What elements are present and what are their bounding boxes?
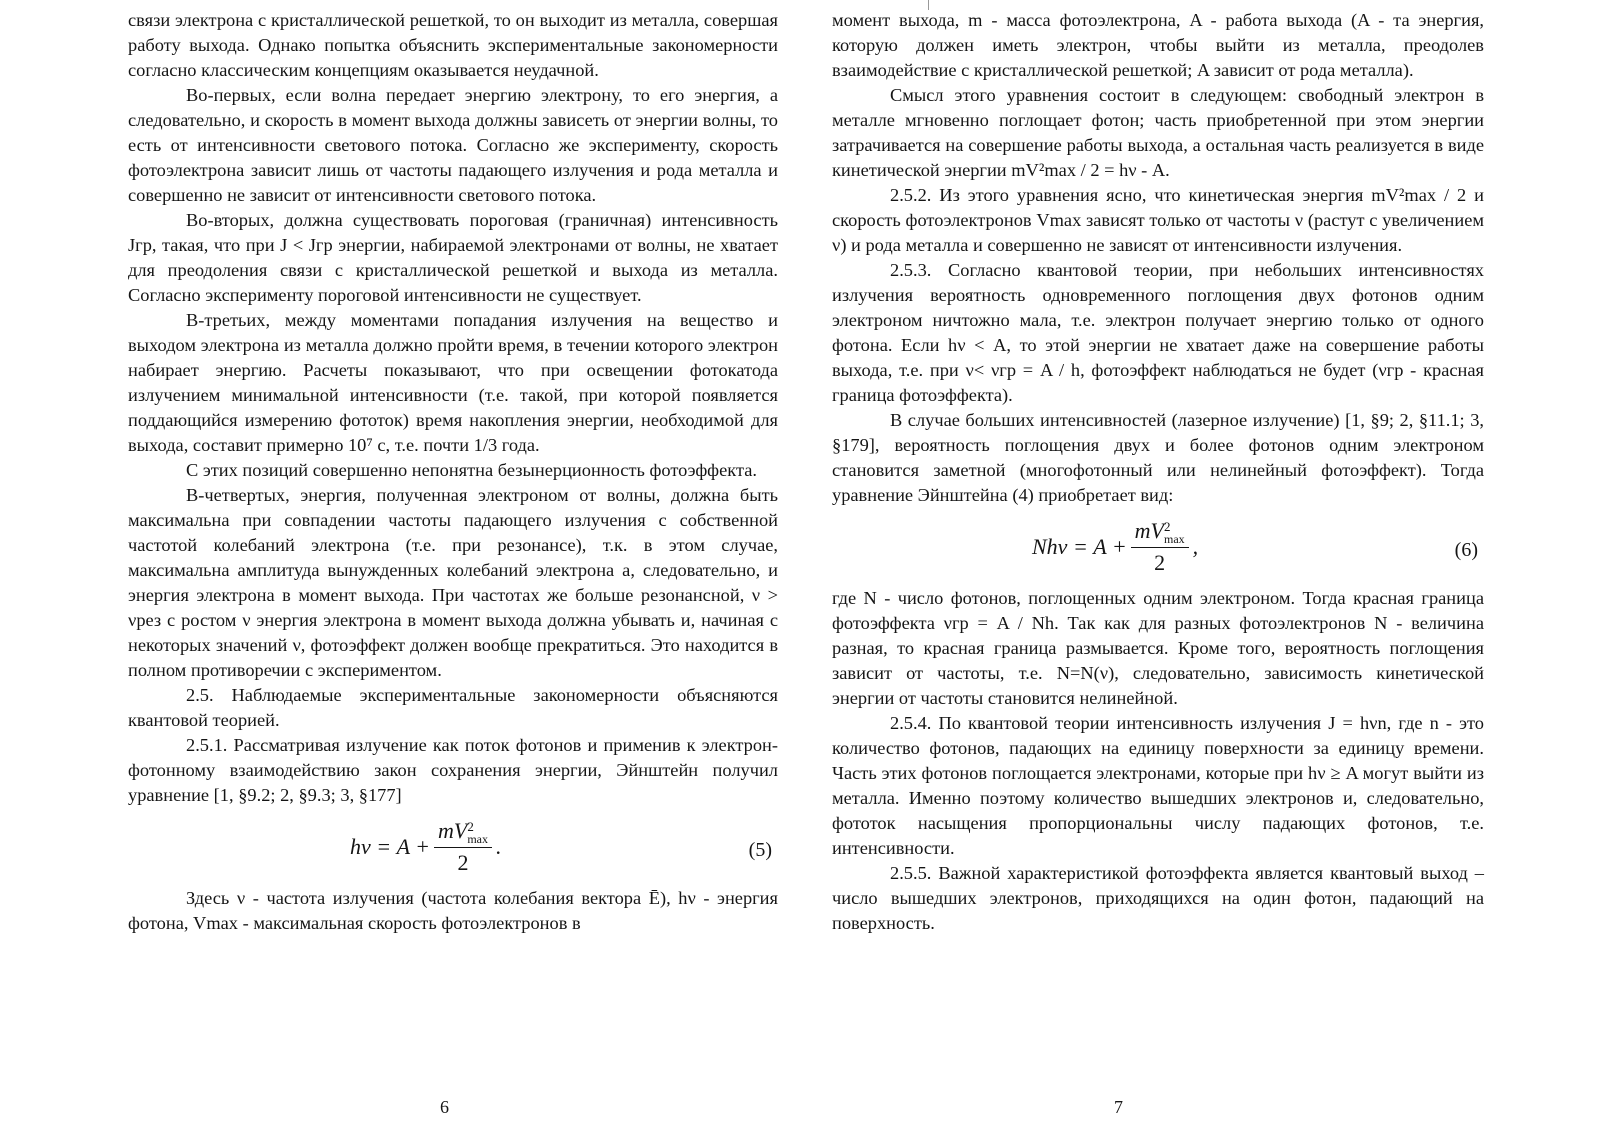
paragraph: Во-первых, если волна передает энергию электрону, то его энергия, а следовательно, и скорость в момент выхода должны зависеть от энергии волны, то есть от интенсивности светового потока. Согласно же эксперименту, скорость фотоэлектрона зависит лишь от частоты падающего излучения и рода металла и совершенно не зависит от интенсивности светового потока. [128,85,778,205]
paragraph: Смысл этого уравнения состоит в следующем: свободный электрон в металле мгновенно поглощает фотон; часть приобретенной при этом энергии затрачивается на совершение работы выхода, а остальная часть реализуется в виде кинетической энергии mV²max / 2 = hν - A. [832,85,1484,180]
equation-number: (6) [1454,539,1478,561]
equation-lhs: hν = A + [350,833,430,859]
equation-5: hν = A + mV 2 max 2 . (5) [350,818,772,875]
paragraph: 2.5.2. Из этого уравнения ясно, что кинетическая энергия mV²max / 2 и скорость фотоэлектронов Vmax зависят только от частоты ν (растут с увеличением ν) и рода металла и совершенно не зависят от интенсивности излучения. [832,185,1484,255]
paragraph: Во-вторых, должна существовать пороговая (граничная) интенсивность Jгр, такая, что при J < Jгр энергии, набираемой электронами от волны, не хватает для преодоления связи с кристаллической решеткой и выхода из металла. Согласно эксперименту пороговой интенсивности не существует. [128,210,778,305]
paragraph: 2.5.5. Важной характеристикой фотоэффекта является квантовый выход – число вышедших электронов, приходящихся на один фотон, падающий на поверхность. [832,863,1484,933]
equation-number: (5) [748,839,772,861]
paragraph: Здесь ν - частота излучения (частота колебания вектора Ē), hν - энергия фотона, Vmax - максимальная скорость фотоэлектронов в [128,888,778,933]
paragraph: связи электрона с кристаллической решеткой, то он выходит из металла, совершая работу выхода. Однако попытка объяснить экспериментальные закономерности согласно классическим концепциям оказывается неудачной. [128,10,778,80]
equation-fraction: mV 2 max 2 [1131,518,1189,575]
left-page-text [128,8,778,936]
paragraph: момент выхода, m - масса фотоэлектрона, A - работа выхода (A - та энергия, которую должен иметь электрон, чтобы выйти из металла, преодолев взаимодействие с кристаллической решеткой; A зависит от рода металла). [832,10,1484,80]
right-page [832,8,1484,1118]
paragraph: 2.5.4. По квантовой теории интенсивность излучения J = hνn, где n - это количество фотонов, падающих на единицу поверхности за единицу времени. Часть этих фотонов поглощается электронами, которые при hν ≥ A могут выйти из металла. Именно поэтому количество вышедших электронов и, следовательно, фототок насыщения пропорциональны числу падающих фотонов, т.е. интенсивности. [832,713,1484,858]
paragraph: 2.5.1. Рассматривая излучение как поток фотонов и применив к электрон-фотонному взаимодействию закон сохранения энергии, Эйнштейн получил уравнение [1, §9.2; 2, §9.3; 3, §177] [128,735,778,805]
equation-lhs: Nhν = A + [1032,533,1127,559]
section-heading: 2.5. Наблюдаемые экспериментальные закономерности объясняются квантовой теорией. [128,685,778,730]
paragraph: В-третьих, между моментами попадания излучения на вещество и выходом электрона из металла должно пройти время, в течении которого электрон набирает энергию. Расчеты показывают, что при освещении фотокатода излучением минимальной интенсивности (т.е. такой, при которой появляется поддающийся измерению фототок) время накопления энергии, необходимой для выхода, составит примерно 10⁷ с, т.е. почти 1/3 года. [128,310,778,455]
page-number: 6 [440,1097,449,1117]
paragraph: В-четвертых, энергия, полученная электроном от волны, должна быть максимальна при совпадении частоты падающего излучения с собственной частотой колебаний электрона (т.е. при резонансе), т.к. в этом случае, максимальна амплитуда вынужденных колебаний электрона а, следовательно, и энергия электрона в момент выхода. При частотах же больше резонансной, ν > νрез с ростом ν энергия электрона в момент выхода должна убывать и, начиная с некоторых значений ν, фотоэффект должен вообще прекратиться. Это находится в полном противоречии с экспериментом. [128,485,778,680]
right-page-text [832,8,1484,936]
paragraph: С этих позиций совершенно непонятна безынерционность фотоэффекта. [186,460,757,480]
paragraph: 2.5.3. Согласно квантовой теории, при небольших интенсивностях излучения вероятность одновременного поглощения двух фотонов одним электроном ничтожно мала, т.е. электрон получает энергию только от одного фотона. Если hν < A, то этой энергии не хватает даже на совершение работы выхода, т.е. при ν< νгр = A / h, фотоэффект наблюдаться не будет (νгр - красная граница фотоэффекта). [832,260,1484,405]
paragraph: где N - число фотонов, поглощенных одним электроном. Тогда красная граница фотоэффекта νгр = A / Nh. Так как для разных фотоэлектронов N - величина разная, то красная граница размывается. Кроме того, вероятность поглощения зависит от частоты, т.е. N=N(ν), следовательно, зависимость кинетической энергии от частоты становится нелинейной. [832,588,1484,708]
equation-6: Nhν = A + mV 2 max 2 , (6) [1032,518,1478,575]
equation-fraction: mV 2 max 2 [434,818,492,875]
paragraph: В случае больших интенсивностей (лазерное излучение) [1, §9; 2, §11.1; 3, §179], вероятность поглощения двух и более фотонов одним электроном становится заметной (многофотонный или нелинейный фотоэффект). Тогда уравнение Эйнштейна (4) приобретает вид: [832,410,1484,505]
page-number: 7 [1114,1097,1123,1117]
left-page [128,8,778,1118]
